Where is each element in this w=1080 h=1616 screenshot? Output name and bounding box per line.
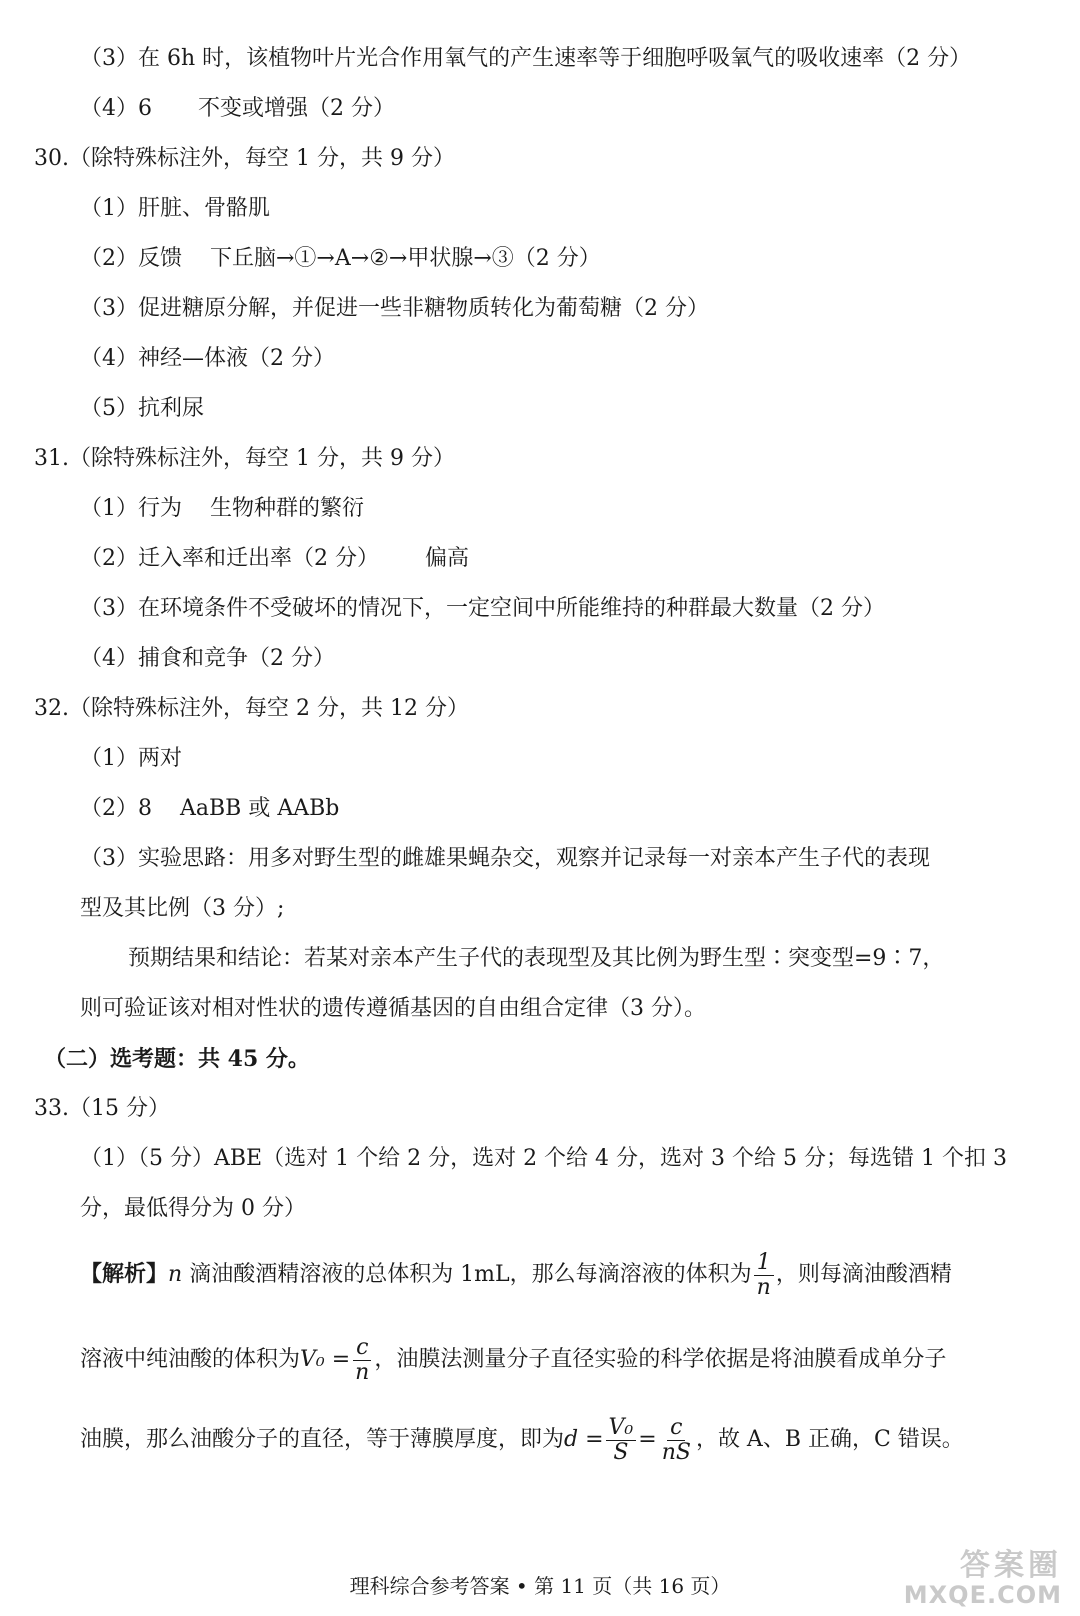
fraction-numerator: c [353,1336,371,1361]
watermark-text-top: 答案圈 [960,1548,1062,1583]
answer-32-3-line4: 则可验证该对相对性状的遗传遵循基因的自由组合定律（3 分）。 [80,996,706,1021]
analysis-text-2: ，则每滴油酸酒精 [775,1262,952,1287]
answer-29-4-a: （4）6 [80,96,152,121]
analysis-text-1: 滴油酸酒精溶液的总体积为 1mL，那么每滴溶液的体积为 [189,1262,752,1287]
question-33-heading: 33.（15 分） [34,1096,170,1121]
fraction-numerator: V₀ [606,1416,637,1441]
fraction-denominator: nS [661,1439,691,1465]
analysis-line2 [80,1334,946,1386]
fraction-numerator: 1 [754,1251,774,1276]
fraction-c-over-ns [659,1416,694,1465]
analysis-line1 [80,1248,952,1301]
analysis-var-n: n [168,1262,183,1287]
answer-30-2-a: （2）反馈 [80,246,182,271]
watermark-logo [904,1550,1062,1608]
page-footer: 理科综合参考答案 • 第 11 页（共 16 页） [349,1574,731,1598]
answer-32-1: （1）两对 [80,746,182,771]
answer-31-2-a: （2）迁入率和迁出率（2 分） [80,546,379,571]
answer-31-1 [80,494,364,524]
equation-v0-lhs: V₀ = [300,1347,351,1372]
answer-32-2-a: （2）8 [80,796,152,821]
answer-31-3: （3）在环境条件不受破坏的情况下，一定空间中所能维持的种群最大数量（2 分） [80,596,885,621]
section-2-heading: （二）选考题：共 45 分。 [44,1046,310,1072]
analysis-text-6: ，故 A、B 正确，C 错误。 [695,1427,964,1452]
fraction-c-over-n [352,1336,372,1385]
answer-30-2 [80,244,601,274]
answer-30-3: （3）促进糖原分解，并促进一些非糖物质转化为葡萄糖（2 分） [80,296,709,321]
fraction-1-over-n [754,1251,774,1300]
answer-29-4 [80,94,395,124]
answer-31-1-a: （1）行为 [80,496,182,521]
equation-equals: = [638,1427,657,1452]
analysis-text-5: 油膜，那么油酸分子的直径，等于薄膜厚度，即为 [80,1427,565,1452]
equation-d-lhs: d = [564,1427,604,1452]
answer-33-1-line2: 分，最低得分为 0 分） [80,1196,306,1221]
answer-32-3-line3: 预期结果和结论：若某对亲本产生子代的表现型及其比例为野生型∶突变型=9∶7， [128,946,945,971]
answer-30-1: （1）肝脏、骨骼肌 [80,196,270,221]
answer-32-2 [80,794,339,824]
watermark-text-bottom: MXQE.COM [903,1581,1062,1609]
fraction-denominator: n [756,1274,771,1300]
answer-31-4: （4）捕食和竞争（2 分） [80,646,335,671]
fraction-denominator: n [355,1359,370,1385]
question-31-heading: 31.（除特殊标注外，每空 1 分，共 9 分） [34,446,455,471]
answer-32-3-line1: （3）实验思路：用多对野生型的雌雄果蝇杂交，观察并记录每一对亲本产生子代的表现 [80,846,930,871]
answer-31-1-b: 生物种群的繁衍 [210,496,365,521]
answer-30-2-b: 下丘脑→①→A→②→甲状腺→③（2 分） [210,246,601,271]
analysis-text-3: 溶液中纯油酸的体积为 [80,1347,301,1372]
analysis-label: 【解析】 [80,1261,169,1287]
answer-32-2-b: AaBB 或 AABb [180,796,340,821]
answer-31-2 [80,544,469,574]
answer-30-4: （4）神经—体液（2 分） [80,346,335,371]
question-30-heading: 30.（除特殊标注外，每空 1 分，共 9 分） [34,146,455,171]
analysis-line3 [80,1414,964,1466]
analysis-text-4: ，油膜法测量分子直径实验的科学依据是将油膜看成单分子 [374,1347,947,1372]
answer-30-5: （5）抗利尿 [80,396,204,421]
answer-32-3-line2: 型及其比例（3 分）; [80,896,285,921]
fraction-denominator: S [613,1439,629,1465]
fraction-v0-over-s [606,1416,637,1465]
answer-29-3: （3）在 6h 时，该植物叶片光合作用氧气的产生速率等于细胞呼吸氧气的吸收速率（2 分） [80,46,972,71]
answer-33-1-line1: （1）（5 分）ABE（选对 1 个给 2 分，选对 2 个给 4 分，选对 3 个给 5 分；每选错 1 个扣 3 [80,1146,1007,1171]
answer-31-2-b: 偏高 [425,546,470,571]
question-32-heading: 32.（除特殊标注外，每空 2 分，共 12 分） [34,696,469,721]
fraction-numerator: c [667,1416,685,1441]
answer-29-4-b: 不变或增强（2 分） [198,96,395,121]
